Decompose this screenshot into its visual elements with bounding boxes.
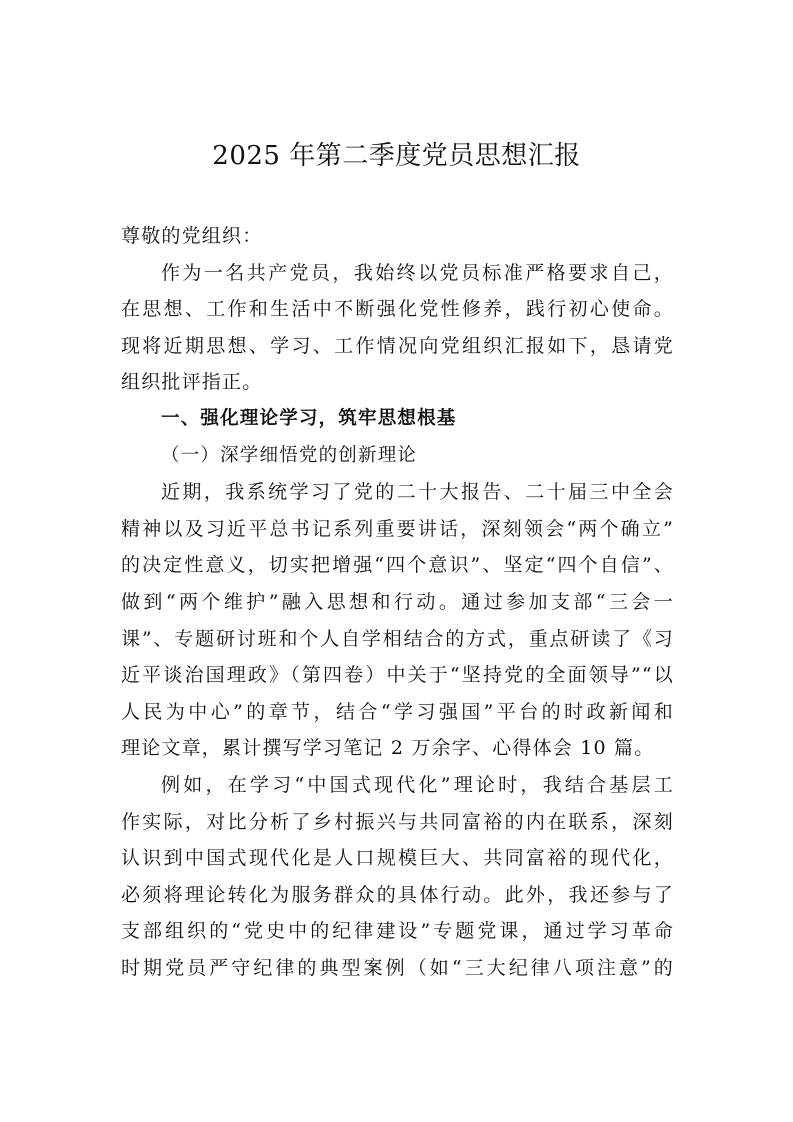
paragraph-line: 做到“两个维护”融入思想和行动。通过参加支部“三会一 — [121, 590, 674, 613]
intro-line: 在思想、工作和生活中不断强化党性修养，践行初心使命。 — [121, 298, 674, 321]
paragraph-line: 近期，我系统学习了党的二十大报告、二十届三中全会 — [161, 481, 674, 504]
paragraph-line: 必须将理论转化为服务群众的具体行动。此外，我还参与了 — [121, 883, 674, 906]
body-paragraph — [121, 767, 674, 987]
paragraph-line: 课”、专题研讨班和个人自学相结合的方式，重点研读了《习 — [121, 627, 674, 650]
paragraph-line: 近平谈治国理政》（第四卷）中关于“坚持党的全面领导”“以 — [121, 664, 674, 687]
document-title: 2025 年第二季度党员思想汇报 — [212, 141, 581, 171]
paragraph-line: 认识到中国式现代化是人口规模巨大、共同富裕的现代化， — [121, 847, 674, 870]
section-heading: 一、强化理论学习，筑牢思想根基 — [161, 407, 457, 429]
salutation: 尊敬的党组织： — [121, 225, 263, 247]
paragraph-line: 时期党员严守纪律的典型案例（如“三大纪律八项注意”的 — [121, 956, 674, 979]
paragraph-line: 的决定性意义，切实把增强“四个意识”、坚定“四个自信”、 — [121, 554, 674, 577]
subsection-heading: （一）深学细悟党的创新理论 — [161, 444, 418, 466]
body-paragraph — [121, 474, 674, 767]
paragraph-line: 精神以及习近平总书记系列重要讲话，深刻领会“两个确立” — [121, 517, 674, 540]
paragraph-line: 支部组织的“党史中的纪律建设”专题党课，通过学习革命 — [121, 920, 674, 943]
paragraph-line: 例如，在学习“中国式现代化”理论时，我结合基层工 — [161, 773, 674, 796]
document-body — [121, 218, 674, 986]
paragraph-line: 理论文章，累计撰写学习笔记 2 万余字、心得体会 10 篇。 — [121, 737, 655, 760]
intro-line: 现将近期思想、学习、工作情况向党组织汇报如下，恳请党 — [121, 334, 674, 357]
intro-paragraph — [121, 255, 674, 401]
paragraph-line: 作实际，对比分析了乡村振兴与共同富裕的内在联系，深刻 — [121, 810, 674, 833]
intro-line: 作为一名共产党员，我始终以党员标准严格要求自己， — [161, 261, 674, 284]
paragraph-line: 人民为中心”的章节，结合“学习强国”平台的时政新闻和 — [121, 700, 674, 723]
intro-line: 组织批评指正。 — [121, 371, 263, 394]
